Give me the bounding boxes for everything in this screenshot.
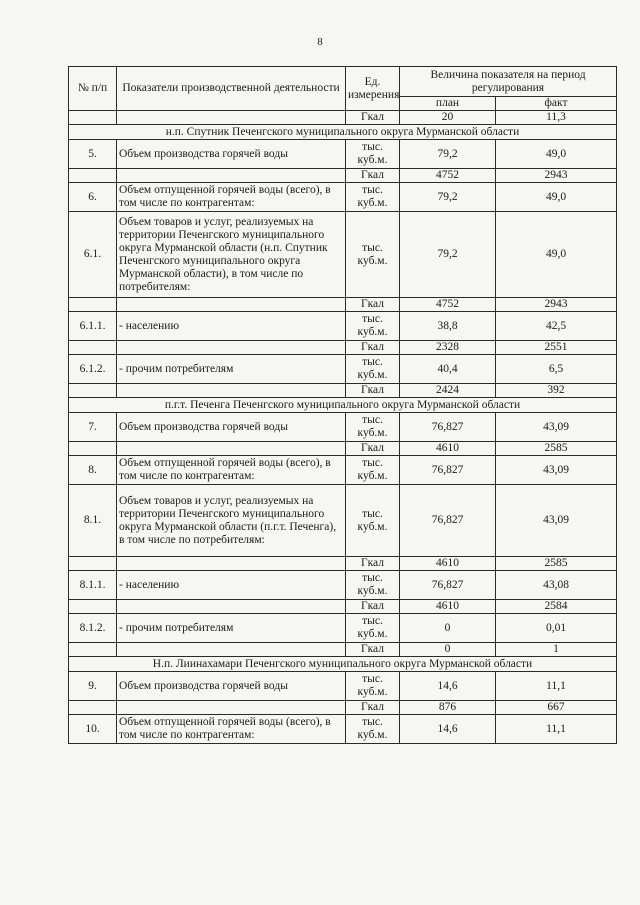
header-num: № п/п: [69, 67, 117, 111]
fact-value: 43,09: [496, 413, 617, 442]
fact-value: 11,3: [496, 111, 617, 125]
indicator-name: [117, 643, 346, 657]
indicator-name: [117, 341, 346, 355]
indicator-name: Объем отпущенной горячей воды (всего), в том числе по контрагентам:: [117, 715, 346, 744]
row-number: [69, 557, 117, 571]
table-row: [69, 169, 617, 183]
header-plan: план: [400, 97, 496, 111]
indicator-name: Объем товаров и услуг, реализуемых на территории Печенгского муниципального округа Мурманской области (п.г.т. Печенга), в том числе по потребителям:: [117, 485, 346, 557]
indicator-name: Объем отпущенной горячей воды (всего), в том числе по контрагентам:: [117, 456, 346, 485]
table-row: [69, 672, 617, 701]
plan-value: 38,8: [400, 312, 496, 341]
section-title: Н.п. Лиинахамари Печенгского муниципального округа Мурманской области: [69, 657, 617, 672]
table-row: [69, 557, 617, 571]
fact-value: 43,09: [496, 485, 617, 557]
plan-value: 76,827: [400, 456, 496, 485]
table-row: [69, 614, 617, 643]
fact-value: 49,0: [496, 212, 617, 298]
indicator-name: [117, 111, 346, 125]
indicator-name: [117, 701, 346, 715]
unit-cell: тыс. куб.м.: [346, 140, 400, 169]
row-number: [69, 643, 117, 657]
indicator-name: - прочим потребителям: [117, 355, 346, 384]
indicator-name: Объем товаров и услуг, реализуемых на территории Печенгского муниципального округа Мурманской области (н.п. Спутник Печенгского муниципального округа Мурманской области), в том числе по потребителям:: [117, 212, 346, 298]
unit-cell: тыс. куб.м.: [346, 183, 400, 212]
fact-value: 42,5: [496, 312, 617, 341]
row-number: [69, 341, 117, 355]
plan-value: 76,827: [400, 413, 496, 442]
fact-value: 392: [496, 384, 617, 398]
fact-value: 0,01: [496, 614, 617, 643]
table-row: [69, 341, 617, 355]
section-title: н.п. Спутник Печенгского муниципального округа Мурманской области: [69, 125, 617, 140]
plan-value: 79,2: [400, 140, 496, 169]
table-row: [69, 183, 617, 212]
section-row: [69, 657, 617, 672]
table-row: [69, 600, 617, 614]
row-number: [69, 298, 117, 312]
fact-value: 11,1: [496, 715, 617, 744]
plan-value: 76,827: [400, 571, 496, 600]
fact-value: 2585: [496, 557, 617, 571]
row-number: 8.: [69, 456, 117, 485]
production-indicators-table: [68, 66, 617, 744]
row-number: [69, 169, 117, 183]
table-row: [69, 312, 617, 341]
row-number: [69, 111, 117, 125]
unit-cell: тыс. куб.м.: [346, 672, 400, 701]
unit-cell: Гкал: [346, 442, 400, 456]
fact-value: 43,09: [496, 456, 617, 485]
row-number: 6.: [69, 183, 117, 212]
plan-value: 4752: [400, 298, 496, 312]
unit-cell: тыс. куб.м.: [346, 571, 400, 600]
row-number: 7.: [69, 413, 117, 442]
table-header: [69, 67, 617, 111]
unit-cell: тыс. куб.м.: [346, 614, 400, 643]
table-row: [69, 485, 617, 557]
header-fact: факт: [496, 97, 617, 111]
plan-value: 2424: [400, 384, 496, 398]
table-row: [69, 111, 617, 125]
fact-value: 2585: [496, 442, 617, 456]
plan-value: 876: [400, 701, 496, 715]
plan-value: 0: [400, 643, 496, 657]
fact-value: 2551: [496, 341, 617, 355]
row-number: [69, 701, 117, 715]
table-row: [69, 212, 617, 298]
unit-cell: Гкал: [346, 600, 400, 614]
plan-value: 4752: [400, 169, 496, 183]
header-indicators: Показатели производственной деятельности: [117, 67, 346, 111]
table-row: [69, 643, 617, 657]
indicator-name: Объем производства горячей воды: [117, 672, 346, 701]
indicator-name: [117, 600, 346, 614]
plan-value: 79,2: [400, 212, 496, 298]
plan-value: 4610: [400, 442, 496, 456]
table-row: [69, 456, 617, 485]
row-number: 5.: [69, 140, 117, 169]
table-row: [69, 701, 617, 715]
fact-value: 1: [496, 643, 617, 657]
fact-value: 49,0: [496, 183, 617, 212]
unit-cell: тыс. куб.м.: [346, 355, 400, 384]
table-row: [69, 384, 617, 398]
plan-value: 2328: [400, 341, 496, 355]
unit-cell: Гкал: [346, 341, 400, 355]
unit-cell: Гкал: [346, 643, 400, 657]
plan-value: 79,2: [400, 183, 496, 212]
row-number: 6.1.2.: [69, 355, 117, 384]
unit-cell: Гкал: [346, 298, 400, 312]
section-row: [69, 125, 617, 140]
indicator-name: Объем производства горячей воды: [117, 413, 346, 442]
header-period: Величина показателя на период регулирования: [400, 67, 617, 97]
unit-cell: тыс. куб.м.: [346, 413, 400, 442]
fact-value: 2943: [496, 298, 617, 312]
row-number: [69, 384, 117, 398]
fact-value: 2943: [496, 169, 617, 183]
header-unit: Ед. измерения: [346, 67, 400, 111]
row-number: 6.1.1.: [69, 312, 117, 341]
indicator-name: - прочим потребителям: [117, 614, 346, 643]
row-number: 6.1.: [69, 212, 117, 298]
indicator-name: Объем производства горячей воды: [117, 140, 346, 169]
indicator-name: [117, 298, 346, 312]
plan-value: 40,4: [400, 355, 496, 384]
table-row: [69, 571, 617, 600]
row-number: 8.1.1.: [69, 571, 117, 600]
plan-value: 20: [400, 111, 496, 125]
unit-cell: тыс. куб.м.: [346, 485, 400, 557]
plan-value: 14,6: [400, 715, 496, 744]
indicator-name: [117, 557, 346, 571]
indicator-name: [117, 442, 346, 456]
unit-cell: Гкал: [346, 169, 400, 183]
row-number: 8.1.2.: [69, 614, 117, 643]
row-number: 10.: [69, 715, 117, 744]
indicator-name: [117, 169, 346, 183]
row-number: [69, 600, 117, 614]
plan-value: 76,827: [400, 485, 496, 557]
table-row: [69, 298, 617, 312]
indicator-name: Объем отпущенной горячей воды (всего), в том числе по контрагентам:: [117, 183, 346, 212]
indicator-name: [117, 384, 346, 398]
plan-value: 14,6: [400, 672, 496, 701]
table-row: [69, 140, 617, 169]
fact-value: 49,0: [496, 140, 617, 169]
fact-value: 2584: [496, 600, 617, 614]
unit-cell: Гкал: [346, 111, 400, 125]
fact-value: 6,5: [496, 355, 617, 384]
plan-value: 4610: [400, 600, 496, 614]
row-number: [69, 442, 117, 456]
table-row: [69, 355, 617, 384]
table-row: [69, 413, 617, 442]
indicator-name: - населению: [117, 312, 346, 341]
unit-cell: Гкал: [346, 701, 400, 715]
table-row: [69, 715, 617, 744]
plan-value: 0: [400, 614, 496, 643]
fact-value: 43,08: [496, 571, 617, 600]
page-number: 8: [317, 36, 323, 48]
indicator-name: - населению: [117, 571, 346, 600]
unit-cell: Гкал: [346, 557, 400, 571]
fact-value: 667: [496, 701, 617, 715]
section-row: [69, 398, 617, 413]
row-number: 9.: [69, 672, 117, 701]
unit-cell: Гкал: [346, 384, 400, 398]
unit-cell: тыс. куб.м.: [346, 312, 400, 341]
fact-value: 11,1: [496, 672, 617, 701]
row-number: 8.1.: [69, 485, 117, 557]
unit-cell: тыс. куб.м.: [346, 212, 400, 298]
unit-cell: тыс. куб.м.: [346, 715, 400, 744]
section-title: п.г.т. Печенга Печенгского муниципального округа Мурманской области: [69, 398, 617, 413]
table-body: [69, 111, 617, 744]
plan-value: 4610: [400, 557, 496, 571]
unit-cell: тыс. куб.м.: [346, 456, 400, 485]
table-row: [69, 442, 617, 456]
